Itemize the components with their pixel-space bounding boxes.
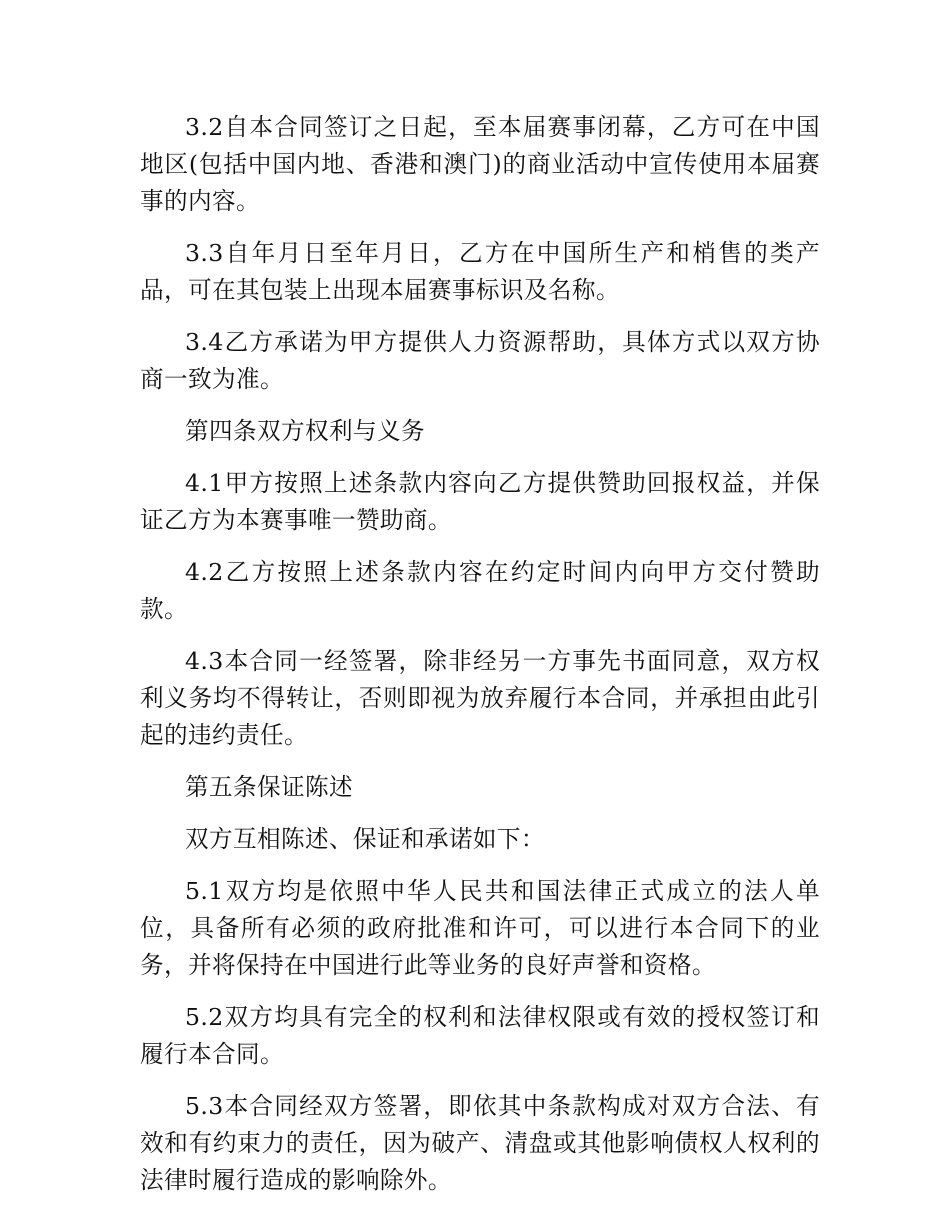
clause-4-1: 4.1甲方按照上述条款内容向乙方提供赞助回报权益，并保证乙方为本赛事唯一赞助商。 <box>140 469 820 534</box>
clause-3-3: 3.3自年月日至年月日，乙方在中国所生产和梢售的类产品，可在其包装上出现本届赛事标识及名称。 <box>140 239 820 304</box>
clause-3-2: 3.2自本合同签订之日起，至本届赛事闭幕，乙方可在中国地区(包括中国内地、香港和澳门)的商业活动中宣传使用本届赛事的内容。 <box>140 113 820 215</box>
article-5-heading: 第五条保证陈述 <box>185 773 353 801</box>
clause-5-2: 5.2双方均具有完全的权利和法律权限或有效的授权签订和履行本合同。 <box>140 1003 820 1068</box>
clause-5-1: 5.1双方均是依照中华人民共和国法律正式成立的法人单位，具备所有必须的政府批准和许可，可以进行本合同下的业务，并将保持在中国进行此等业务的良好声誉和资格。 <box>140 877 820 979</box>
article-4-heading: 第四条双方权利与义务 <box>185 417 425 445</box>
clause-3-4: 3.4乙方承诺为甲方提供人力资源帮助，具体方式以双方协商一致为准。 <box>140 328 820 393</box>
clause-4-2: 4.2乙方按照上述条款内容在约定时间内向甲方交付赞助款。 <box>140 558 820 623</box>
article-5-intro: 双方互相陈述、保证和承诺如下： <box>185 825 545 853</box>
clause-5-3: 5.3本合同经双方签署，即依其中条款构成对双方合法、有效和有约束力的责任，因为破产、清盘或其他影响债权人权利的法律时履行造成的影响除外。 <box>140 1092 820 1194</box>
clause-4-3: 4.3本合同一经签署，除非经另一方事先书面同意，双方权利义务均不得转让，否则即视为放弃履行本合同，并承担由此引起的违约责任。 <box>140 647 820 749</box>
document-body <box>140 109 820 1214</box>
